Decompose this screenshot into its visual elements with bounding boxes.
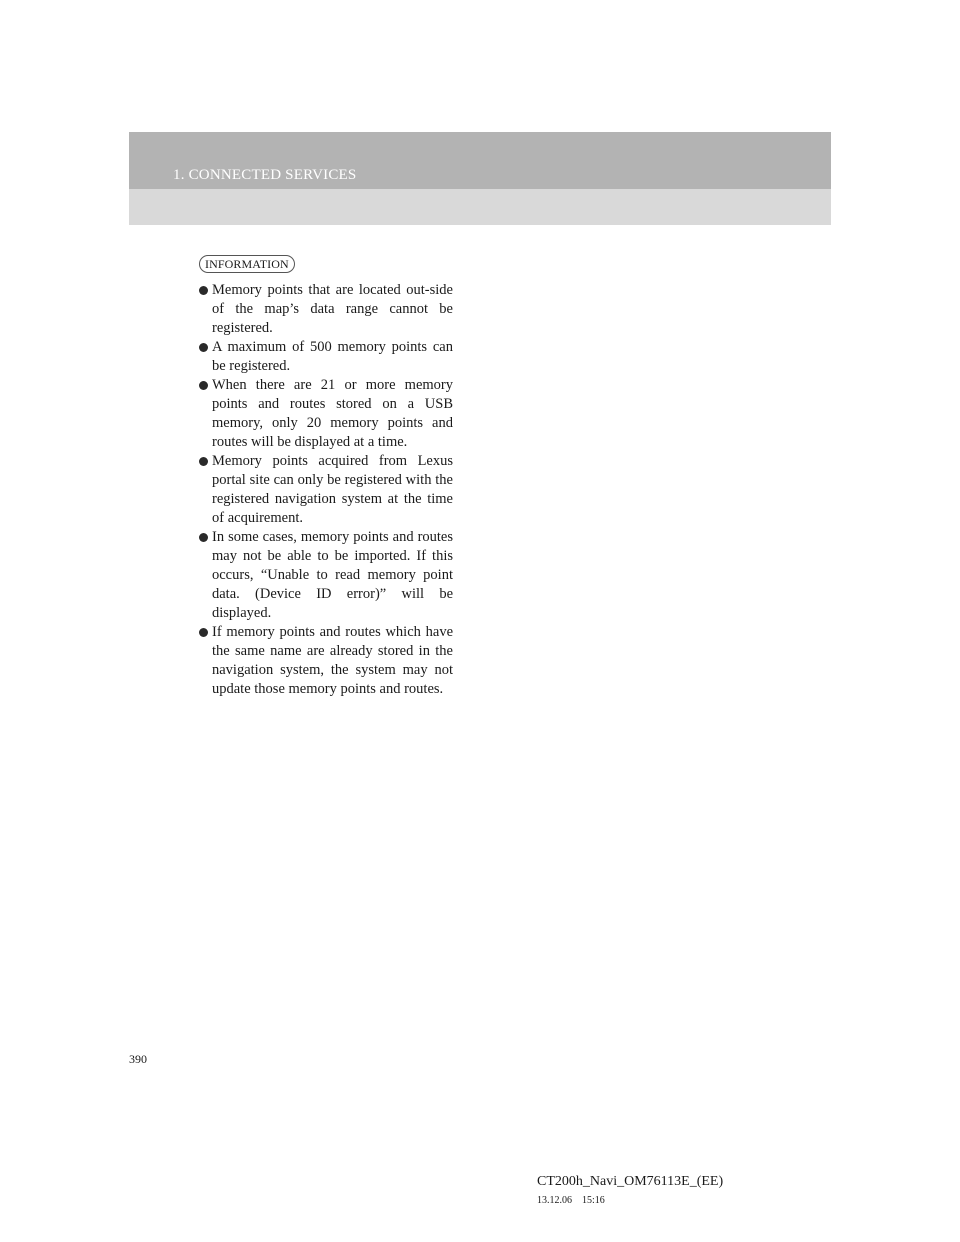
- information-section: [199, 255, 453, 699]
- bullet-icon: [199, 286, 208, 295]
- section-title: 1. CONNECTED SERVICES: [173, 167, 357, 183]
- information-item-text: When there are 21 or more memory points and routes stored on a USB memory, only 20 memory points and routes will be displayed at a time.: [212, 377, 453, 450]
- bullet-icon: [199, 533, 208, 542]
- information-item: [199, 376, 453, 452]
- information-item-text: A maximum of 500 memory points can be registered.: [212, 339, 453, 374]
- information-item: [199, 528, 453, 623]
- information-item: [199, 338, 453, 376]
- information-item-text: Memory points acquired from Lexus portal site can only be registered with the registered navigation system at the time of acquirement.: [212, 453, 453, 526]
- information-item-text: Memory points that are located out-side of the map’s data range cannot be registered.: [212, 282, 453, 336]
- information-item: [199, 452, 453, 528]
- information-item: [199, 623, 453, 699]
- page-number: 390: [129, 1052, 147, 1066]
- information-item: [199, 281, 453, 338]
- document-timestamp: 13.12.06 15:16: [537, 1195, 605, 1206]
- document-id: CT200h_Navi_OM76113E_(EE): [537, 1174, 724, 1189]
- bullet-icon: [199, 381, 208, 390]
- information-item-text: In some cases, memory points and routes may not be able to be imported. If this occurs, “Unable to read memory point data. (Device ID error)” will be displayed.: [212, 529, 453, 621]
- information-item-text: If memory points and routes which have the same name are already stored in the navigation system, the system may not update those memory points and routes.: [212, 624, 453, 697]
- header-sub-band: [129, 189, 831, 225]
- information-list: [199, 281, 453, 699]
- information-label: INFORMATION: [199, 255, 295, 273]
- bullet-icon: [199, 457, 208, 466]
- bullet-icon: [199, 628, 208, 637]
- bullet-icon: [199, 343, 208, 352]
